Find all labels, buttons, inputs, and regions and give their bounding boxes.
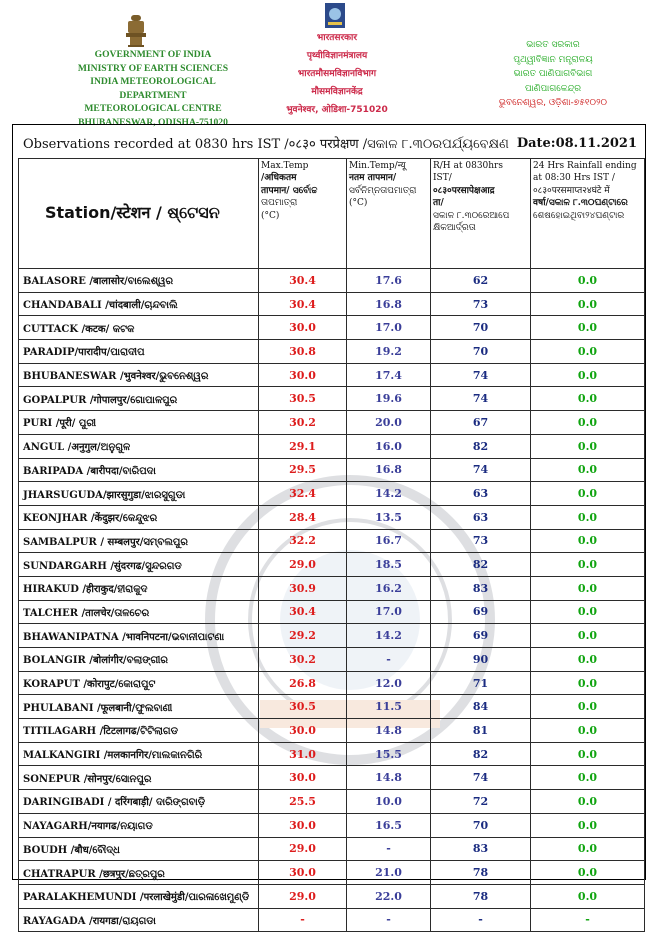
station-name: HIRAKUD /हीराकुद/ହୀରାକୁଦ — [19, 576, 259, 600]
station-name: BARIPADA /बारीपदा/ବାରିପଦା — [19, 458, 259, 482]
rainfall-cell: 0.0 — [531, 790, 645, 814]
min-temp-cell: - — [347, 908, 431, 932]
max-temp-cell: 29.0 — [259, 884, 347, 908]
column-header-max-temp — [259, 159, 347, 269]
header-middle-hindi — [262, 29, 412, 119]
min-temp-cell: 21.0 — [347, 861, 431, 885]
rh-cell: 82 — [431, 553, 531, 577]
header-line: ତାପମାତ୍ରା — [261, 198, 298, 209]
min-temp-cell: 12.0 — [347, 671, 431, 695]
table-row — [19, 553, 645, 577]
table-row — [19, 434, 645, 458]
rh-cell: 72 — [431, 790, 531, 814]
min-temp-cell: - — [347, 648, 431, 672]
header-line: R/H at 0830hrs — [433, 161, 503, 171]
rainfall-cell: 0.0 — [531, 505, 645, 529]
rh-cell: 90 — [431, 648, 531, 672]
header-line: ०८३०परसापेक्षआद्र — [433, 185, 495, 196]
min-temp-cell: 17.4 — [347, 363, 431, 387]
rh-cell: 84 — [431, 695, 531, 719]
table-row — [19, 340, 645, 364]
station-name: PURI /पूरी/ ପୁରୀ — [19, 411, 259, 435]
rh-cell: 82 — [431, 742, 531, 766]
rainfall-cell: 0.0 — [531, 363, 645, 387]
header-line: (°C) — [261, 210, 280, 221]
rainfall-cell: 0.0 — [531, 600, 645, 624]
table-row — [19, 363, 645, 387]
rainfall-cell: 0.0 — [531, 411, 645, 435]
imd-logo-icon — [325, 3, 345, 28]
min-temp-cell: 14.8 — [347, 719, 431, 743]
max-temp-cell: 30.4 — [259, 269, 347, 293]
station-name: PARALAKHEMUNDI /परलाखेमुंडी/ପାରଳାଖେମୁଣ୍ଡି — [19, 884, 259, 908]
rainfall-cell: 0.0 — [531, 553, 645, 577]
min-temp-cell: 11.5 — [347, 695, 431, 719]
min-temp-cell: 13.5 — [347, 505, 431, 529]
table-row — [19, 316, 645, 340]
max-temp-cell: 30.0 — [259, 363, 347, 387]
column-header-station: Station/स्टेशन / ଷ୍ଟେସନ — [19, 159, 259, 269]
observation-text: Observations recorded at 0830 hrs IST /०८३० परप्रेक्षण /ସକାଳ ୮.୩୦ରପର୍ଯ୍ୟବେକ୍ଷଣ — [23, 137, 509, 152]
max-temp-cell: - — [259, 908, 347, 932]
rainfall-cell: 0.0 — [531, 387, 645, 411]
min-temp-cell: 17.6 — [347, 269, 431, 293]
header-line: /अधिकतम — [261, 173, 297, 184]
rh-cell: 83 — [431, 576, 531, 600]
column-header-rainfall — [531, 159, 645, 269]
station-name: SAMBALPUR / सम्बलपुर/ସମ୍ବଲପୁର — [19, 529, 259, 553]
max-temp-cell: 30.2 — [259, 411, 347, 435]
rh-cell: 82 — [431, 434, 531, 458]
min-temp-cell: - — [347, 837, 431, 861]
rh-cell: 69 — [431, 600, 531, 624]
table-row — [19, 908, 645, 932]
min-temp-cell: 16.2 — [347, 576, 431, 600]
station-name: BOLANGIR /बोलांगीर/ବଲାଙ୍ଗୀର — [19, 648, 259, 672]
station-name: GOPALPUR /गोपालपुर/ଗୋପାଳପୁର — [19, 387, 259, 411]
header-left-english — [58, 48, 248, 129]
table-row — [19, 458, 645, 482]
rainfall-cell: 0.0 — [531, 861, 645, 885]
table-row — [19, 387, 645, 411]
max-temp-cell: 29.1 — [259, 434, 347, 458]
max-temp-cell: 30.0 — [259, 719, 347, 743]
rh-cell: 81 — [431, 719, 531, 743]
min-temp-cell: 10.0 — [347, 790, 431, 814]
max-temp-cell: 30.0 — [259, 813, 347, 837]
header-line: वर्षा/ସକାଳ ୮.୩୦ଘଣ୍ଟାରେ — [533, 198, 628, 209]
table-row — [19, 813, 645, 837]
table-row — [19, 671, 645, 695]
table-row — [19, 482, 645, 506]
column-header-min-temp — [347, 159, 431, 269]
max-temp-cell: 32.4 — [259, 482, 347, 506]
header-line: पृथ्वीविज्ञानमंत्रालय — [306, 51, 368, 61]
header-line: Min.Temp/न्यू — [349, 161, 406, 171]
max-temp-cell: 28.4 — [259, 505, 347, 529]
table-row — [19, 884, 645, 908]
header-line: କ୍ଷିକଆର୍ଦ୍ରତା — [433, 223, 476, 234]
station-name: KEONJHAR /केंदुझर/କେନ୍ଦୁଝର — [19, 505, 259, 529]
table-row — [19, 529, 645, 553]
header-line: ପୃଥ୍ୱୀବିଜ୍ଞାନ ମନ୍ତ୍ରାଳୟ — [513, 54, 593, 65]
rainfall-cell: 0.0 — [531, 292, 645, 316]
weather-table — [18, 158, 645, 932]
header-line: MINISTRY OF EARTH SCIENCES — [77, 62, 229, 74]
table-row — [19, 624, 645, 648]
rainfall-cell: 0.0 — [531, 434, 645, 458]
table-row — [19, 576, 645, 600]
max-temp-cell: 29.2 — [259, 624, 347, 648]
rh-cell: 74 — [431, 363, 531, 387]
max-temp-cell: 29.5 — [259, 458, 347, 482]
rh-cell: 67 — [431, 411, 531, 435]
rh-cell: 69 — [431, 624, 531, 648]
station-name: TALCHER /तालचेर/ତାଳଚେର — [19, 600, 259, 624]
min-temp-cell: 14.8 — [347, 766, 431, 790]
min-temp-cell: 14.2 — [347, 624, 431, 648]
header-line: Max.Temp — [261, 161, 309, 171]
table-row — [19, 695, 645, 719]
header-line: GOVERNMENT OF INDIA — [94, 49, 212, 60]
header-line: ଭାରତ ପାଣିପାଗବିଭାଗ — [513, 69, 593, 80]
header-line: नतम तापमान/ — [349, 173, 397, 184]
rh-cell: 63 — [431, 505, 531, 529]
rainfall-cell: 0.0 — [531, 624, 645, 648]
table-row — [19, 411, 645, 435]
table-row — [19, 648, 645, 672]
table-row — [19, 505, 645, 529]
header-right-odia — [478, 38, 628, 111]
station-name: RAYAGADA /रायगडा/ରାୟଗଡା — [19, 908, 259, 932]
header-line: 24 Hrs Rainfall ending — [533, 161, 637, 171]
table-row — [19, 600, 645, 624]
header-line: ସକାଳ ୮.୩୦ରେଆପେ — [433, 210, 510, 221]
rh-cell: 70 — [431, 813, 531, 837]
header-line: भारतसरकार — [316, 33, 358, 43]
rainfall-cell: 0.0 — [531, 458, 645, 482]
header-line: ଭାରତ ସରକାର — [526, 40, 580, 50]
table-row — [19, 790, 645, 814]
station-name: CHANDABALI /चांदबाली/ଚାନ୍ଦବାଲି — [19, 292, 259, 316]
station-name: BHUBANESWAR /भुवनेश्वर/ଭୁବନେଶ୍ୱର — [19, 363, 259, 387]
rh-cell: - — [431, 908, 531, 932]
rainfall-cell: 0.0 — [531, 648, 645, 672]
rh-cell: 78 — [431, 861, 531, 885]
rh-cell: 74 — [431, 387, 531, 411]
max-temp-cell: 25.5 — [259, 790, 347, 814]
station-name: BOUDH /बौध/ବୌଦ୍ଧ — [19, 837, 259, 861]
table-row — [19, 719, 645, 743]
table-row — [19, 292, 645, 316]
header-line: मौसमविज्ञानकेंद्र — [311, 87, 363, 97]
min-temp-cell: 18.5 — [347, 553, 431, 577]
min-temp-cell: 19.2 — [347, 340, 431, 364]
rh-cell: 74 — [431, 766, 531, 790]
rh-cell: 62 — [431, 269, 531, 293]
station-name: MALKANGIRI /मलकानगिर/ମାଲକାନଗିରି — [19, 742, 259, 766]
table-row — [19, 837, 645, 861]
station-name: SONEPUR /सोनपुर/ସୋନପୁର — [19, 766, 259, 790]
station-name: NAYAGARH/नयागढ/ନୟାଗଡ — [19, 813, 259, 837]
column-header-rh — [431, 159, 531, 269]
min-temp-cell: 17.0 — [347, 600, 431, 624]
rh-cell: 78 — [431, 884, 531, 908]
max-temp-cell: 31.0 — [259, 742, 347, 766]
station-name: BHAWANIPATNA /भावनिपटना/ଭବାନୀପାଟଣା — [19, 624, 259, 648]
min-temp-cell: 16.8 — [347, 292, 431, 316]
header-line: BHUBANESWAR, ODISHA-751020 — [78, 116, 228, 128]
header-line: ता/ — [433, 198, 444, 209]
max-temp-cell: 32.2 — [259, 529, 347, 553]
rainfall-cell: 0.0 — [531, 742, 645, 766]
max-temp-cell: 30.9 — [259, 576, 347, 600]
rh-cell: 70 — [431, 316, 531, 340]
rainfall-cell: 0.0 — [531, 482, 645, 506]
max-temp-cell: 30.8 — [259, 340, 347, 364]
station-name: PARADIP/पारादीप/ପାରାଦୀପ — [19, 340, 259, 364]
max-temp-cell: 30.0 — [259, 861, 347, 885]
rainfall-cell: 0.0 — [531, 837, 645, 861]
max-temp-cell: 30.5 — [259, 387, 347, 411]
rainfall-cell: 0.0 — [531, 695, 645, 719]
header-line: भुवनेश्वर, ओडिशा-751020 — [286, 105, 388, 115]
station-name: DARINGIBADI / दरिंगबाड़ी/ ଦାରିଙ୍ଗବାଡ଼ି — [19, 790, 259, 814]
rh-cell: 71 — [431, 671, 531, 695]
min-temp-cell: 19.6 — [347, 387, 431, 411]
rh-cell: 73 — [431, 292, 531, 316]
station-name: BALASORE /बालासोर/ବାଲେଶ୍ୱର — [19, 269, 259, 293]
station-name: JHARSUGUDA/झारसुगुडा/ଝାରସୁଗୁଡା — [19, 482, 259, 506]
rh-cell: 74 — [431, 458, 531, 482]
min-temp-cell: 16.7 — [347, 529, 431, 553]
header-line: ପାଣିପାଗକେନ୍ଦ୍ର — [524, 83, 582, 94]
max-temp-cell: 30.2 — [259, 648, 347, 672]
min-temp-cell: 16.0 — [347, 434, 431, 458]
max-temp-cell: 29.0 — [259, 837, 347, 861]
observation-line — [14, 128, 646, 158]
header-line: at 08:30 Hrs IST / — [533, 173, 615, 184]
header-line: ଶେଷହୋଇଥିବା୨୪ଘଣ୍ଟାର — [533, 210, 625, 221]
min-temp-cell: 14.2 — [347, 482, 431, 506]
min-temp-cell: 22.0 — [347, 884, 431, 908]
rainfall-cell: 0.0 — [531, 316, 645, 340]
header-line: (°C) — [349, 198, 368, 209]
rainfall-cell: 0.0 — [531, 340, 645, 364]
observation-date: Date:08.11.2021 — [516, 135, 637, 151]
station-name: SUNDARGARH /सुंदरगढ/ସୁନ୍ଦରଗଡ — [19, 553, 259, 577]
rh-cell: 73 — [431, 529, 531, 553]
header-line: भारतमौसमविज्ञानविभाग — [297, 69, 377, 79]
table-row — [19, 742, 645, 766]
station-name: CUTTACK /कटक/ କଟକ — [19, 316, 259, 340]
rh-cell: 70 — [431, 340, 531, 364]
station-name: TITILAGARH /टिटलागढ/ଟିଟିଲାଗଡ — [19, 719, 259, 743]
header-line: INDIA METEOROLOGICAL DEPARTMENT — [90, 76, 216, 101]
min-temp-cell: 15.5 — [347, 742, 431, 766]
station-name: KORAPUT /कोरापुट/କୋରାପୁଟ — [19, 671, 259, 695]
table-row — [19, 269, 645, 293]
station-name: ANGUL /अनुगुल/ଅନୁଗୁଳ — [19, 434, 259, 458]
max-temp-cell: 26.8 — [259, 671, 347, 695]
max-temp-cell: 29.0 — [259, 553, 347, 577]
header-line: METEOROLOGICAL CENTRE — [84, 103, 222, 114]
header-line: तापमान/ ସର୍ବୋଚ୍ଚ — [261, 185, 318, 196]
header-line: ଭୁବନେଶ୍ୱର, ଓଡ଼ିଶା-୭୫୧୦୨୦ — [498, 98, 608, 109]
header-line: IST/ — [433, 173, 452, 184]
header-line: ०८३०परसमाप्त२४घंटे में — [533, 185, 610, 196]
max-temp-cell: 30.0 — [259, 316, 347, 340]
table-header-row — [19, 159, 645, 269]
min-temp-cell: 17.0 — [347, 316, 431, 340]
rainfall-cell: 0.0 — [531, 576, 645, 600]
rainfall-cell: 0.0 — [531, 269, 645, 293]
station-name: PHULABANI /फूलबानी/ଫୁଲବାଣୀ — [19, 695, 259, 719]
min-temp-cell: 20.0 — [347, 411, 431, 435]
rh-cell: 63 — [431, 482, 531, 506]
rainfall-cell: 0.0 — [531, 813, 645, 837]
rainfall-cell: 0.0 — [531, 766, 645, 790]
national-emblem-icon — [122, 13, 150, 49]
max-temp-cell: 30.4 — [259, 600, 347, 624]
min-temp-cell: 16.5 — [347, 813, 431, 837]
max-temp-cell: 30.4 — [259, 292, 347, 316]
min-temp-cell: 16.8 — [347, 458, 431, 482]
max-temp-cell: 30.5 — [259, 695, 347, 719]
rainfall-cell: - — [531, 908, 645, 932]
max-temp-cell: 30.0 — [259, 766, 347, 790]
rh-cell: 83 — [431, 837, 531, 861]
station-name: CHATRAPUR /छत्रपुर/ଛତ୍ରପୁର — [19, 861, 259, 885]
table-row — [19, 766, 645, 790]
rainfall-cell: 0.0 — [531, 671, 645, 695]
rainfall-cell: 0.0 — [531, 529, 645, 553]
rainfall-cell: 0.0 — [531, 719, 645, 743]
rainfall-cell: 0.0 — [531, 884, 645, 908]
header-line: ସର୍ବନିମ୍ନତାପମାତ୍ରା — [349, 185, 417, 196]
